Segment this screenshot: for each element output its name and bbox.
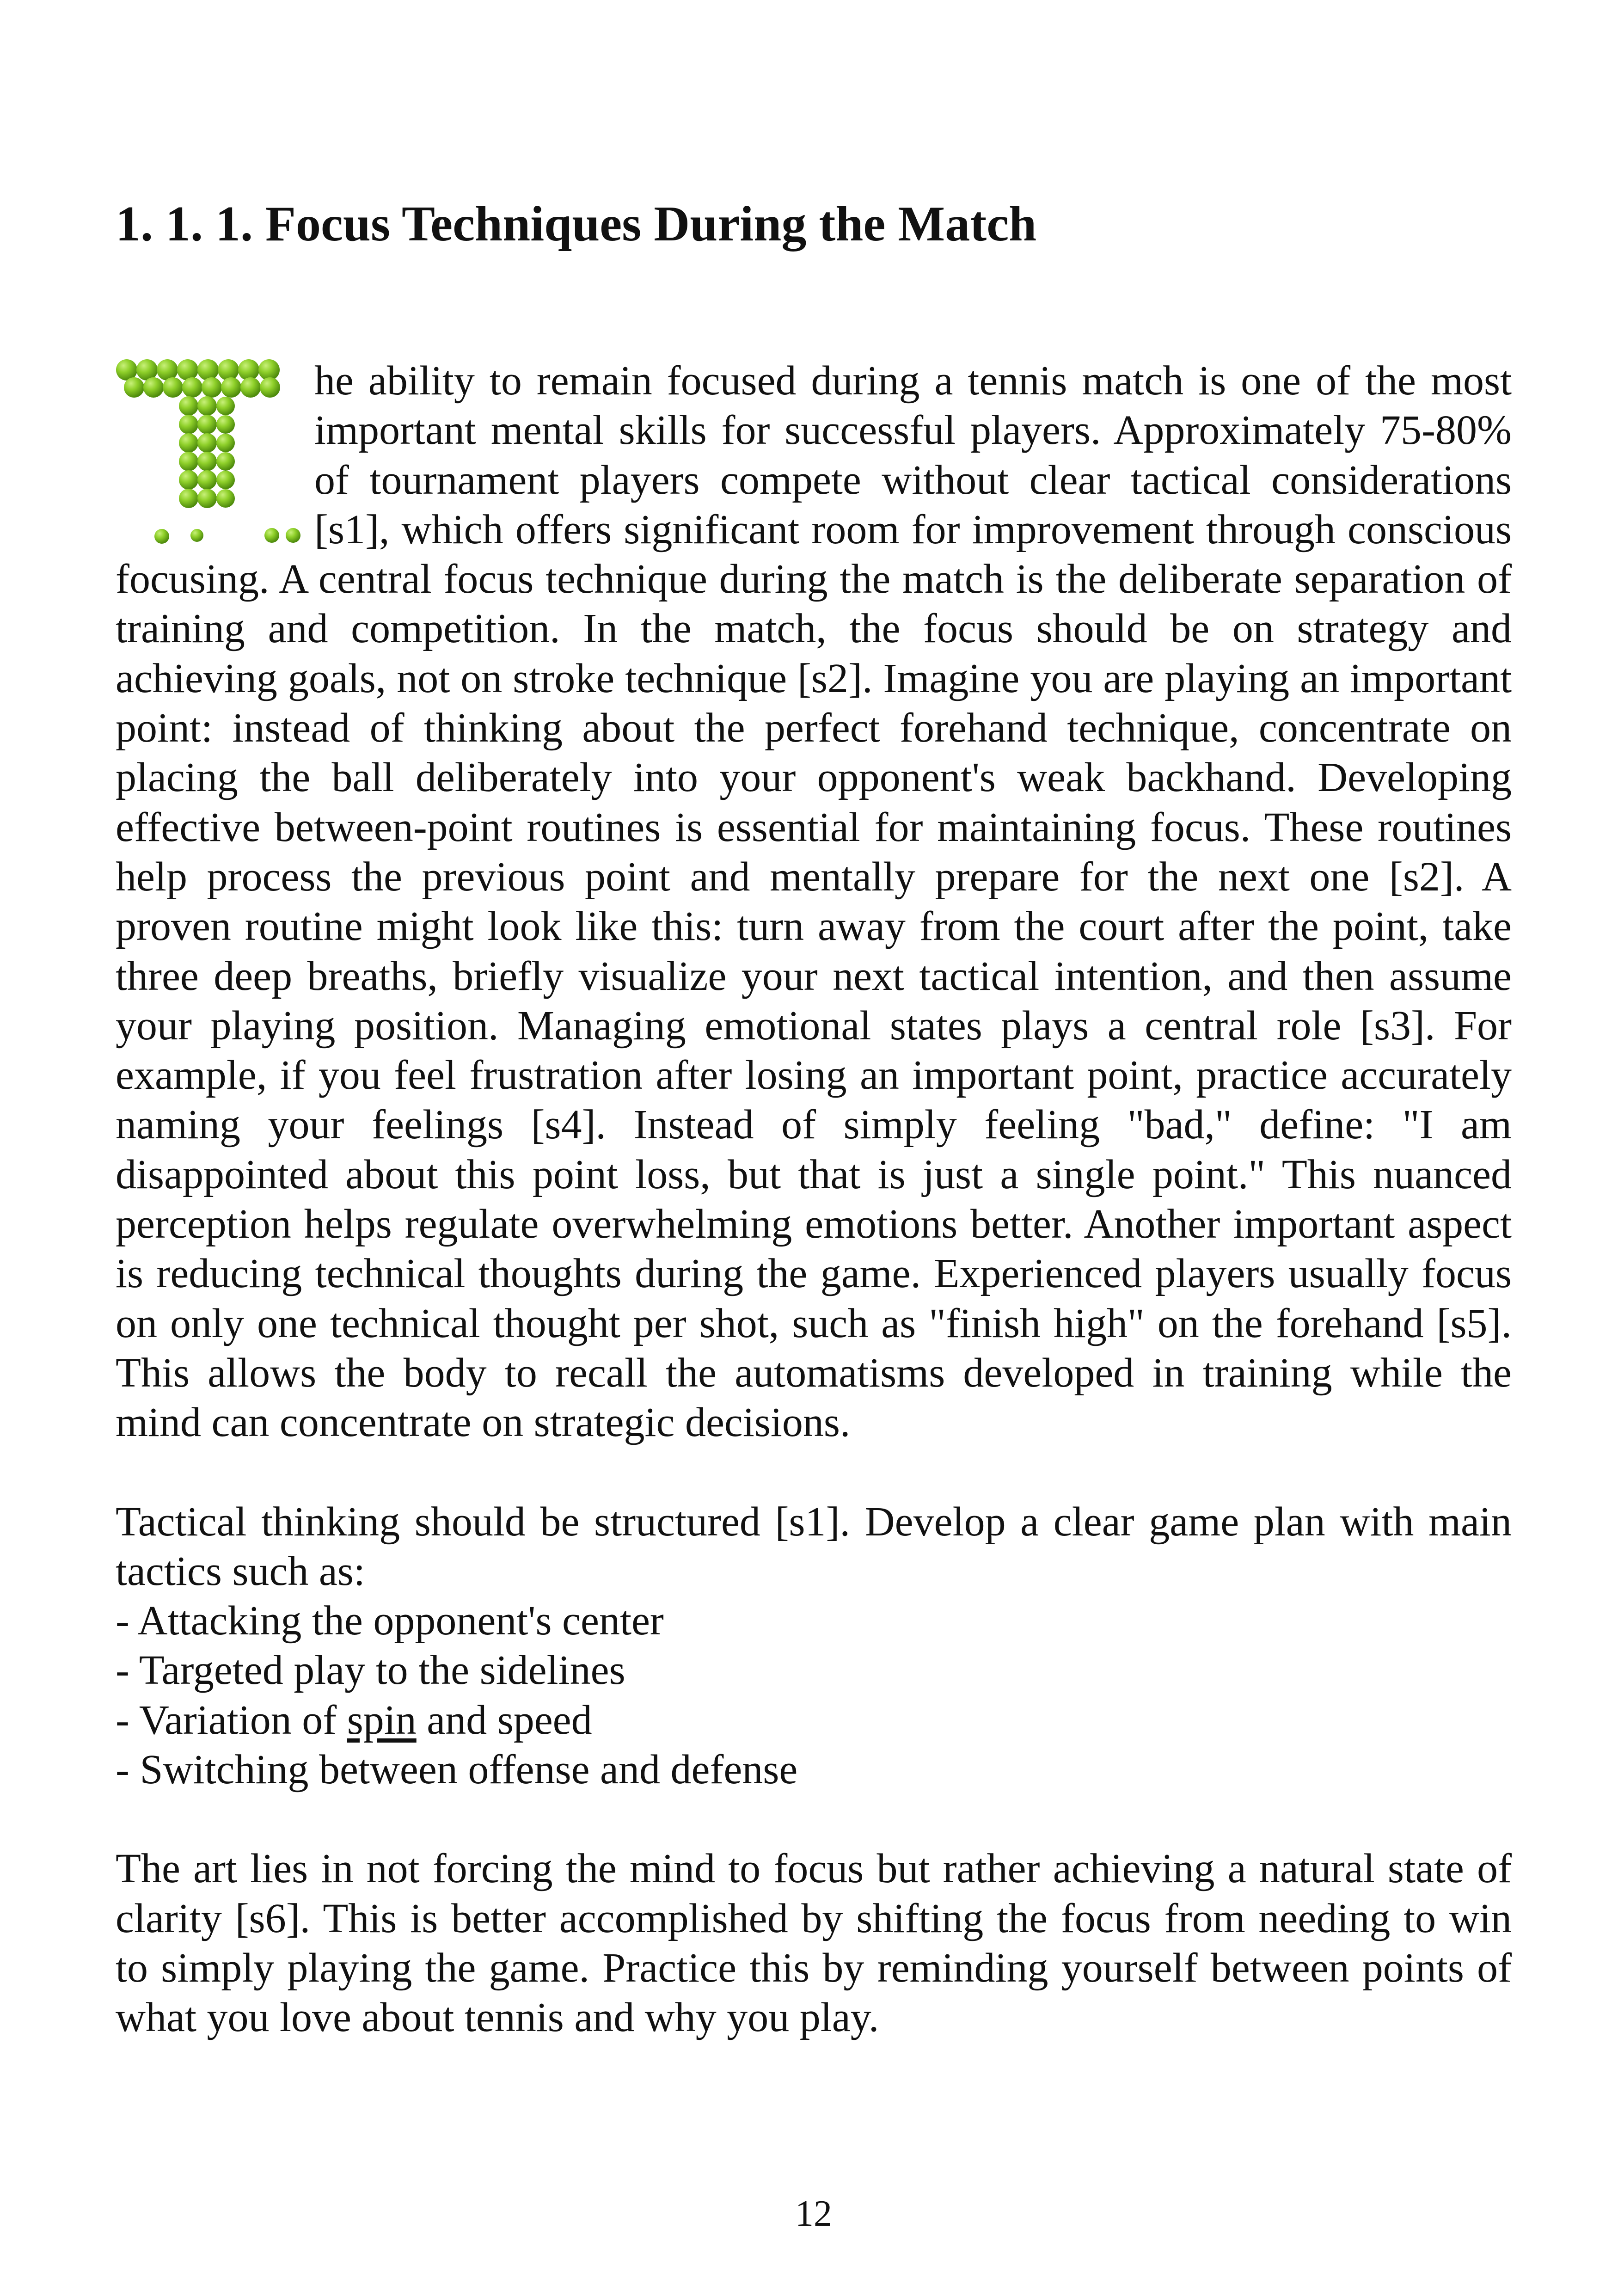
tactic-item-spin xyxy=(116,1695,1512,1745)
tennis-ball-icon xyxy=(179,470,198,490)
tennis-ball-icon xyxy=(216,452,235,471)
tennis-ball-icon xyxy=(216,397,235,415)
paragraph-2 xyxy=(116,1497,1512,1596)
paragraph-3: The art lies in not forcing the mind to focus but rather achieving a natural state of clarity [s6]. This is better accomplished by shifting the focus from needing to win to simply playing the game. Practice this by reminding yourself between points of what you love about tennis and why you play. xyxy=(116,1846,1512,2041)
tennis-ball-icon xyxy=(179,396,198,416)
tennis-ball-icon xyxy=(179,489,198,508)
tennis-ball-icon xyxy=(197,433,217,453)
tennis-ball-icon xyxy=(177,359,198,381)
tennis-ball-icon xyxy=(218,359,239,381)
document-page xyxy=(116,0,1512,2296)
tactic-item: - Switching between offense and defense xyxy=(116,1747,798,1793)
tactics-list xyxy=(116,1596,1512,1794)
spin-link[interactable]: spin xyxy=(347,1697,417,1743)
tennis-ball-icon xyxy=(216,489,235,508)
tactic-spin-prefix: - Variation of xyxy=(116,1697,347,1743)
body-text xyxy=(116,356,1512,2043)
tennis-ball-icon xyxy=(216,471,235,489)
tennis-ball-icon xyxy=(182,377,202,398)
tennis-ball-icon xyxy=(179,433,198,453)
tactic-item: - Targeted play to the sidelines xyxy=(116,1647,625,1694)
tennis-ball-icon xyxy=(197,489,217,508)
tennis-ball-icon xyxy=(216,415,235,434)
paragraph-1 xyxy=(116,356,1512,1448)
tennis-ball-icon xyxy=(240,377,261,398)
tennis-ball-icon xyxy=(143,377,164,398)
tennis-ball-icon xyxy=(221,377,241,398)
tennis-ball-icon xyxy=(136,359,158,381)
tennis-ball-icon xyxy=(264,528,279,543)
tennis-ball-icon xyxy=(154,529,169,544)
tennis-ball-icon xyxy=(163,377,183,398)
tennis-ball-icon xyxy=(197,396,217,416)
tennis-ball-icon xyxy=(157,359,178,381)
tennis-ball-icon xyxy=(286,528,300,543)
section-heading: 1. 1. 1. Focus Techniques During the Match xyxy=(116,196,1037,252)
tennis-ball-icon xyxy=(216,434,235,452)
tennis-ball-icon xyxy=(260,377,280,398)
tennis-ball-icon xyxy=(238,359,259,381)
dropcap-tennis-balls-t-icon xyxy=(116,356,310,550)
tennis-ball-icon xyxy=(179,452,198,471)
tennis-ball-icon xyxy=(197,415,217,434)
tactic-spin-suffix: and speed xyxy=(416,1697,592,1743)
tennis-ball-icon xyxy=(124,377,144,398)
page-number: 12 xyxy=(795,2193,832,2234)
tennis-ball-icon xyxy=(197,359,219,381)
tennis-ball-icon xyxy=(197,470,217,490)
tennis-ball-icon xyxy=(202,377,222,398)
tennis-ball-icon xyxy=(190,529,203,542)
tennis-ball-icon xyxy=(179,415,198,434)
tactic-item: - Attacking the opponent's center xyxy=(116,1598,664,1644)
paragraph-1-text: he ability to remain focused during a tennis match is one of the most important mental skills for successful players. Approximately 75-80% of tournament players compete without clear tactical considerations [s1], which offers significant room for improvement through conscious focusing. A central focus technique during the match is the deliberate separation of training and competition. In the match, the focus should be on strategy and achieving goals, not on stroke technique [s2]. Imagine you are playing an important point: instead of thinking about the perfect forehand technique, concentrate on placing the ball deliberately into your opponent's weak backhand. Developing effective between-point routines is essential for maintaining focus. These routines help process the previous point and mentally prepare for the next one [s2]. A proven routine might look like this: turn away from the court after the point, take three deep breaths, briefly visualize your next tactical intention, and then assume your playing position. Managing emotional states plays a central role [s3]. For example, if you feel frustration after losing an important point, practice accurately naming your feelings [s4]. Instead of simply feeling "bad," define: "I am disappointed about this point loss, but that is just a single point." This nuanced perception helps regulate overwhelming emotions better. Another important aspect is reducing technical thoughts during the game. Experienced players usually focus on only one technical thought per shot, such as "finish high" on the forehand [s5]. This allows the body to recall the automatisms developed in training while the mind can concentrate on strategic decisions. xyxy=(116,358,1512,1446)
tennis-ball-icon xyxy=(197,452,217,471)
paragraph-2-intro: Tactical thinking should be structured [s1]. Develop a clear game plan with main tactics such as: xyxy=(116,1498,1512,1594)
